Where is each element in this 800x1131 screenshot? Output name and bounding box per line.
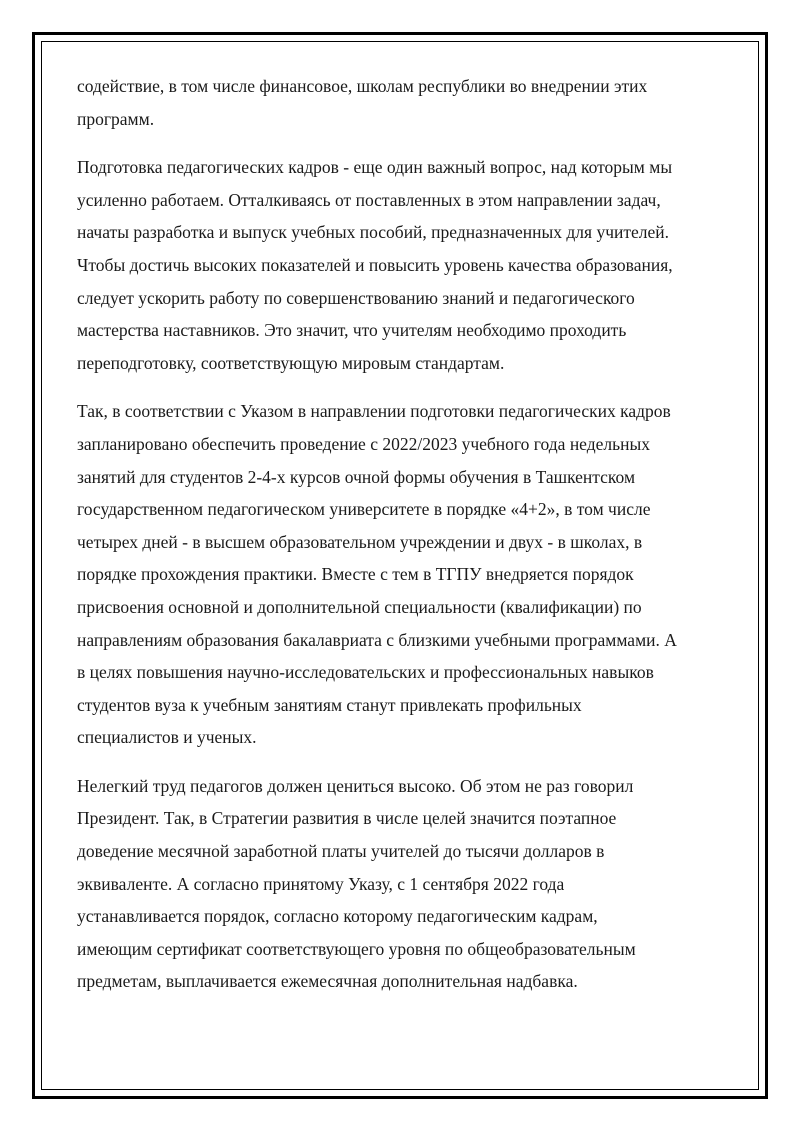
text-line: эквиваленте. А согласно принятому Указу, с 1 сентября 2022 года (77, 873, 565, 894)
text-line: предметам, выплачивается ежемесячная дополнительная надбавка. (77, 971, 578, 992)
text-line: запланировано обеспечить проведение с 2022/2023 учебного года недельных (77, 433, 650, 454)
text-line: направлениям образования бакалавриата с близкими учебными программами. А (77, 629, 677, 650)
text-line: в целях повышения научно-исследовательских и профессиональных навыков (77, 662, 654, 683)
text-line: имеющим сертификат соответствующего уровня по общеобразовательным (77, 938, 636, 959)
text-line: устанавливается порядок, согласно которому педагогическим кадрам, (77, 906, 598, 927)
text-line: студентов вуза к учебным занятиям станут привлекать профильных (77, 694, 582, 715)
paragraph-2 (77, 151, 727, 379)
text-line: занятий для студентов 2-4-х курсов очной формы обучения в Ташкентском (77, 466, 636, 487)
document-body (77, 70, 727, 1014)
text-line: программ. (77, 108, 155, 129)
text-line: государственном педагогическом университете в порядке «4+2», в том числе (77, 499, 651, 520)
text-line: мастерства наставников. Это значит, что учителям необходимо проходить (77, 320, 627, 341)
text-line: следует ускорить работу по совершенствованию знаний и педагогического (77, 287, 635, 308)
text-line: Чтобы достичь высоких показателей и повысить уровень качества образования, (77, 254, 673, 275)
text-line: содействие, в том числе финансовое, школам республики во внедрении этих (77, 76, 648, 96)
paragraph-3 (77, 395, 727, 754)
text-line: Президент. Так, в Стратегии развития в числе целей значится поэтапное (77, 808, 617, 829)
text-line: Нелегкий труд педагогов должен цениться высоко. Об этом не раз говорил (77, 775, 634, 796)
text-line: переподготовку, соответствующую мировым стандартам. (77, 352, 505, 373)
text-line: Так, в соответствии с Указом в направлении подготовки педагогических кадров (77, 401, 671, 422)
paragraph-4 (77, 770, 727, 998)
text-line: доведение месячной заработной платы учителей до тысячи долларов в (77, 841, 605, 862)
text-line: начаты разработка и выпуск учебных пособий, предназначенных для учителей. (77, 222, 670, 243)
paragraph-1 (77, 70, 727, 135)
text-line: Подготовка педагогических кадров - еще один важный вопрос, над которым мы (77, 157, 673, 178)
text-line: порядке прохождения практики. Вместе с тем в ТГПУ внедряется порядок (77, 564, 634, 585)
text-line: специалистов и ученых. (77, 727, 257, 748)
text-line: четырех дней - в высшем образовательном учреждении и двух - в школах, в (77, 531, 643, 552)
text-line: усиленно работаем. Отталкиваясь от поставленных в этом направлении задач, (77, 189, 661, 210)
text-line: присвоения основной и дополнительной специальности (квалификации) по (77, 596, 642, 617)
